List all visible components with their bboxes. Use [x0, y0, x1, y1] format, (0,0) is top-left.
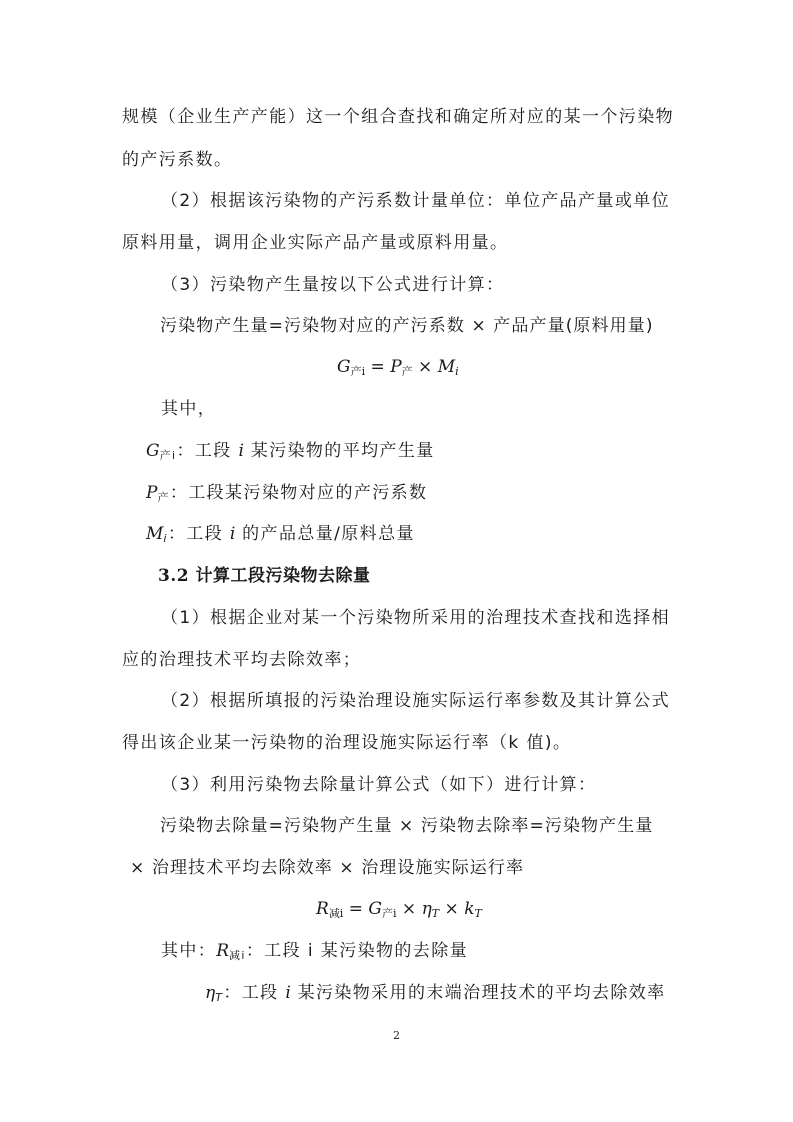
definition-line	[146, 440, 435, 467]
paragraph-line: 得出该企业某一污染物的治理设施实际运行率（k 值)。	[122, 733, 572, 753]
page-number: 2	[393, 1029, 400, 1042]
formula-symbol: G	[337, 357, 351, 377]
definition-subscript: 产	[157, 491, 170, 504]
formula-operator: ×	[439, 899, 465, 919]
formula-subscript: T	[431, 907, 440, 920]
paragraph-line: 规模（企业生产产能）这一个组合查找和确定所对应的某一个污染物	[122, 107, 674, 127]
formula-text-line: × 治理技术平均去除效率 × 治理设施实际运行率	[130, 858, 525, 878]
formula-symbol: R	[316, 899, 329, 919]
definition-index: i	[229, 524, 236, 544]
definition-index: i	[238, 441, 244, 461]
formula-symbol: P	[390, 357, 402, 377]
formula-text-line: 污染物去除量=污染物产生量 × 污染物去除率=污染物产生量	[160, 816, 654, 836]
formula-operator: =	[343, 899, 369, 919]
formula-production	[337, 356, 459, 383]
formula-symbol: η	[421, 899, 432, 919]
definition-subscript: 产i	[159, 449, 177, 462]
definition-line	[146, 482, 427, 509]
definition-line	[205, 982, 666, 1009]
definition-line	[146, 523, 415, 550]
definition-symbol: R	[216, 941, 230, 961]
definition-symbol: η	[205, 983, 216, 1003]
formula-subscript: i	[455, 365, 459, 378]
formula-symbol: G	[368, 899, 382, 919]
definition-text: ：工段 i 某污染物的去除量	[245, 941, 469, 961]
definition-text: ：工段某污染物对应的产污系数	[169, 483, 428, 503]
definition-text: 某污染物采用的末端治理技术的平均去除效率	[290, 983, 666, 1003]
definition-index: i	[285, 983, 291, 1003]
paragraph-line: （2）根据该污染物的产污系数计量单位：单位产品产量或单位	[161, 191, 671, 211]
formula-operator: ×	[412, 357, 438, 377]
formula-subscript: 产	[401, 365, 413, 378]
definition-line	[161, 940, 468, 967]
definition-symbol: G	[146, 441, 160, 461]
paragraph-line: （3）利用污染物去除量计算公式（如下）进行计算：	[161, 775, 597, 795]
definition-prefix: 其中：	[161, 941, 217, 961]
paragraph-line: （2）根据所填报的污染治理设施实际运行率参数及其计算公式	[161, 691, 671, 711]
formula-symbol: k	[464, 899, 475, 919]
formula-text-line: 污染物产生量=污染物对应的产污系数 × 产品产量(原料用量)	[160, 316, 654, 336]
formula-subscript: 减i	[328, 907, 344, 920]
formula-subscript: 产i	[382, 907, 397, 920]
paragraph-line: 原料用量，调用企业实际产品产量或原料用量。	[122, 233, 509, 253]
definition-subscript: T	[215, 991, 224, 1004]
formula-removal	[316, 898, 482, 925]
formula-operator: =	[365, 357, 391, 377]
paragraph-line: 的产污系数。	[122, 150, 233, 170]
paragraph-line: （3）污染物产生量按以下公式进行计算：	[161, 275, 505, 295]
paragraph-line: （1）根据企业对某一个污染物所采用的治理技术查找和选择相	[161, 608, 671, 628]
paragraph-line: 应的治理技术平均去除效率；	[122, 650, 362, 670]
definition-subscript: 减i	[229, 949, 246, 962]
definition-text: ：工段	[223, 983, 286, 1003]
definition-text: 某污染物的平均产生量	[243, 441, 435, 461]
formula-subscript: T	[474, 907, 482, 920]
formula-operator: ×	[396, 899, 422, 919]
definition-symbol: M	[146, 524, 164, 544]
definition-text: ：工段	[176, 441, 239, 461]
definition-text: ：工段	[167, 524, 230, 544]
definition-text: 的产品总量/原料总量	[235, 524, 415, 544]
formula-subscript: 产i	[350, 365, 366, 378]
section-heading: 3.2 计算工段污染物去除量	[158, 566, 371, 586]
definition-subscript: i	[163, 532, 168, 545]
paragraph-line: 其中，	[161, 399, 217, 419]
definition-symbol: P	[146, 483, 158, 503]
formula-symbol: M	[437, 357, 456, 377]
